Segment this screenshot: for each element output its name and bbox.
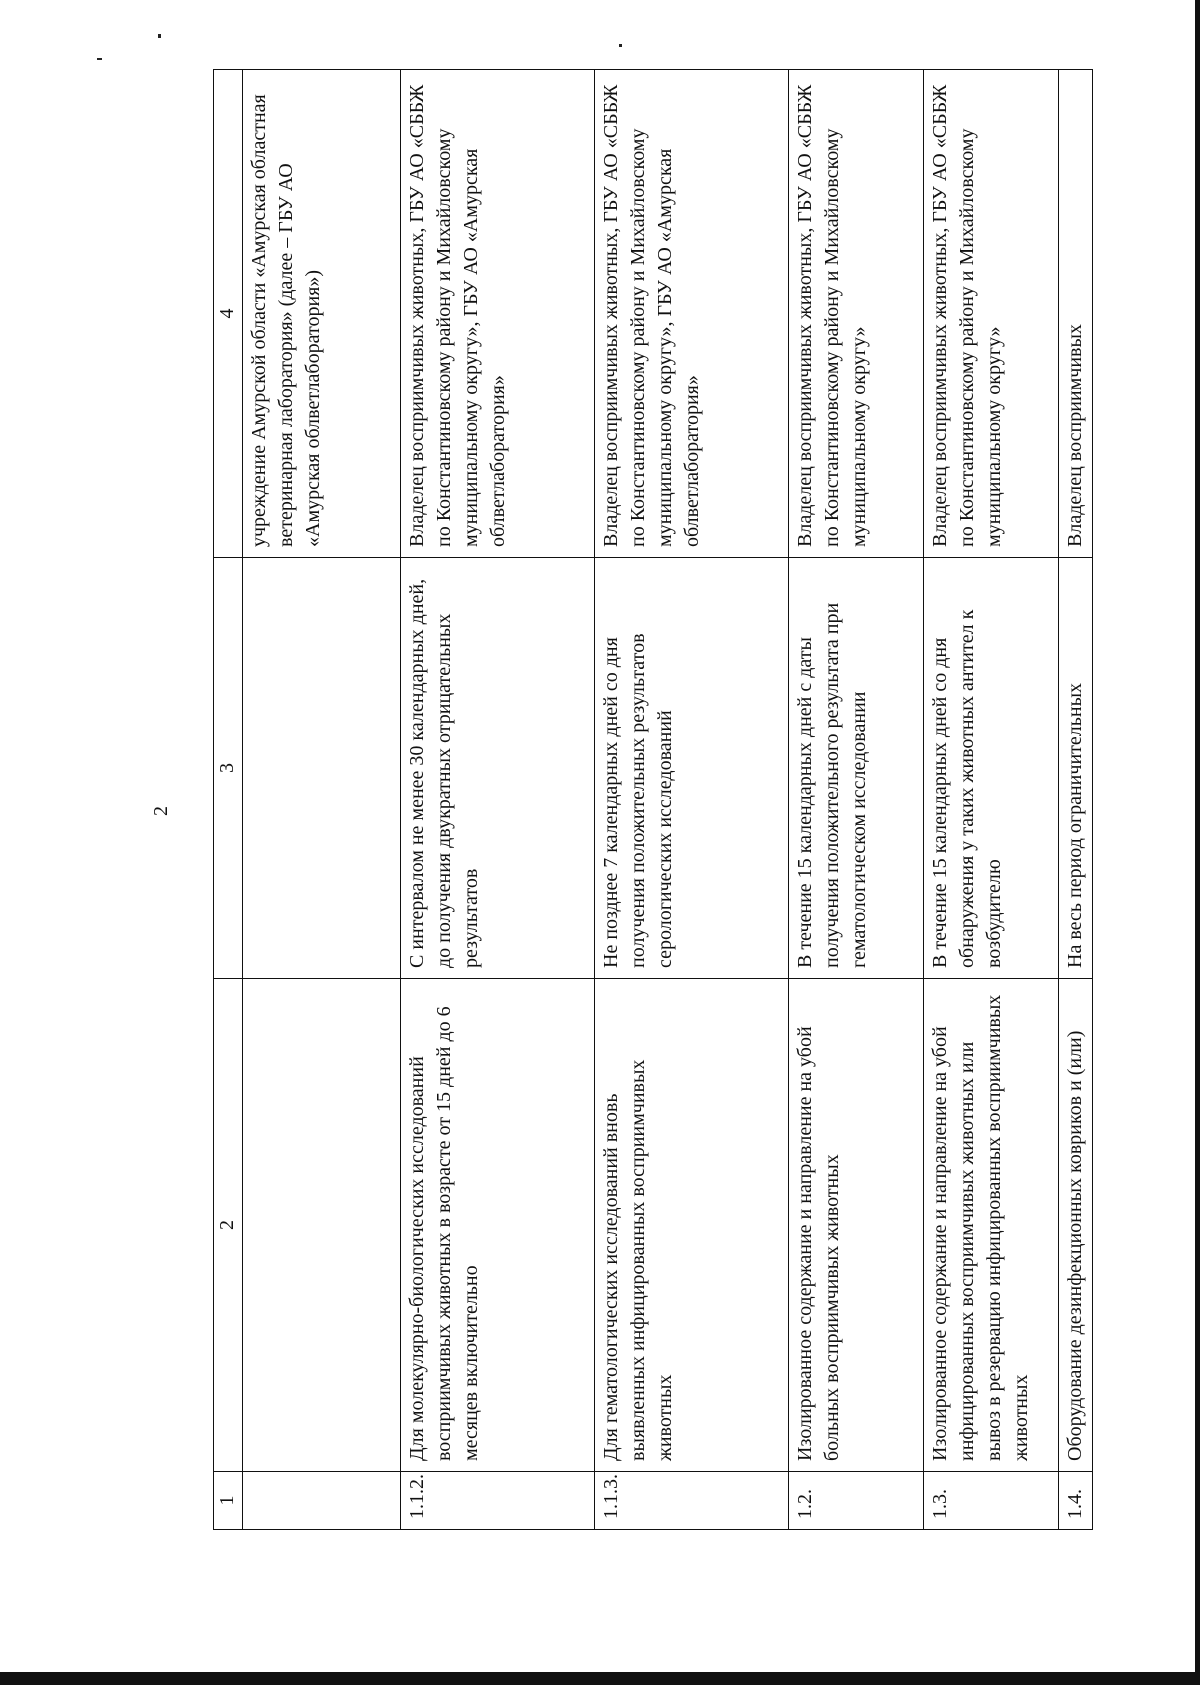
measure-cell: Для молекулярно-биологических исследований восприимчивых животных в возрасте от 15 дней до 6 месяцев включительно (401, 979, 595, 1472)
responsible-cell: Владелец восприимчивых животных, ГБУ АО «СББЖ по Константиновскому району и Михайловскому муниципальному округу», ГБУ АО «Амурская облветлаборатория» (595, 70, 789, 558)
measure-cell: Изолированное содержание и направление на убой инфицированных восприимчивых животных или вывоз в резервацию инфицированных восприимчивых животных (924, 979, 1059, 1472)
term-cell (243, 558, 401, 979)
row-number: 1.2. (789, 1472, 924, 1530)
scan-speck (619, 44, 622, 47)
table-row (595, 70, 789, 1530)
rotated-table-container (213, 70, 1130, 1530)
row-number: 1.1.3. (595, 1472, 789, 1530)
column-header: 1 (214, 1472, 243, 1530)
measure-cell: Оборудование дезинфекционных ковриков и (или) (1059, 979, 1093, 1472)
responsible-cell: Владелец восприимчивых животных, ГБУ АО «СББЖ по Константиновскому району и Михайловскому муниципальному округу» (789, 70, 924, 558)
scan-speck (97, 58, 102, 60)
term-cell: На весь период ограничительных (1059, 558, 1093, 979)
column-header: 2 (214, 979, 243, 1472)
column-header: 3 (214, 558, 243, 979)
row-number: 1.4. (1059, 1472, 1093, 1530)
scan-edge-bottom (0, 1672, 1200, 1685)
row-number: 1.3. (924, 1472, 1059, 1530)
term-cell: В течение 15 календарных дней со дня обнаружения у таких животных антител к возбудителю (924, 558, 1059, 979)
measures-table (213, 69, 1093, 1530)
term-cell: Не позднее 7 календарных дней со дня получения положительных результатов серологических исследований (595, 558, 789, 979)
scan-edge-right (1195, 0, 1200, 1685)
responsible-cell: Владелец восприимчивых (1059, 70, 1093, 558)
row-number (243, 1472, 401, 1530)
term-cell: В течение 15 календарных дней с даты получения положительного результата при гематологическом исследовании (789, 558, 924, 979)
table-row (243, 70, 401, 1530)
responsible-cell: Владелец восприимчивых животных, ГБУ АО «СББЖ по Константиновскому району и Михайловскому муниципальному округу», ГБУ АО «Амурская облветлаборатория» (401, 70, 595, 558)
page-number: 2 (150, 806, 172, 816)
responsible-cell: учреждение Амурской области «Амурская областная ветеринарная лаборатория» (далее – ГБУ АО «Амурская облветлаборатория») (243, 70, 401, 558)
measure-cell: Для гематологических исследований вновь выявленных инфицированных восприимчивых животных (595, 979, 789, 1472)
measure-cell (243, 979, 401, 1472)
responsible-cell: Владелец восприимчивых животных, ГБУ АО «СББЖ по Константиновскому району и Михайловскому муниципальному округу» (924, 70, 1059, 558)
column-header: 4 (214, 70, 243, 558)
measure-cell: Изолированное содержание и направление на убой больных восприимчивых животных (789, 979, 924, 1472)
table-row (924, 70, 1059, 1530)
row-number: 1.1.2. (401, 1472, 595, 1530)
term-cell: С интервалом не менее 30 календарных дней, до получения двукратных отрицательных результатов (401, 558, 595, 979)
table-row (1059, 70, 1093, 1530)
scan-speck (158, 34, 161, 38)
table-row (789, 70, 924, 1530)
table-row (401, 70, 595, 1530)
table-header-row (214, 70, 243, 1530)
